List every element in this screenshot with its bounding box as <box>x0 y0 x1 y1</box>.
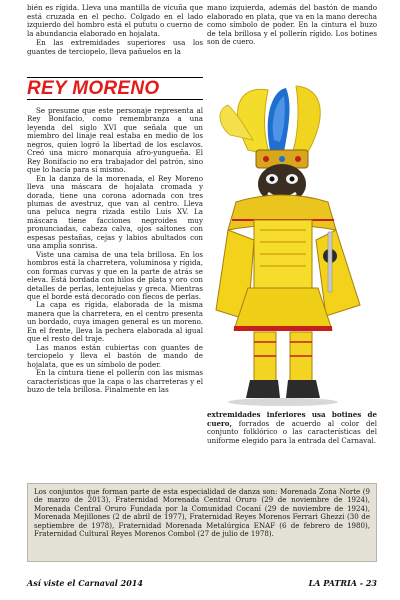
paragraph: La capa es rígida, elaborada de la misma manera que la charretera, en el centro presenta un bordado, cuya imagen general es un moreno. En el frente, lleva la pechera elaborada al igual que el resto del traje. <box>27 300 203 344</box>
rey-moreno-costume-image <box>208 80 378 408</box>
paragraph: Se presume que este personaje representa al Rey Bonifacio, como remembranza a una leyenda del siglo XVI que señala que un miembro del linaje real estaba en medio de los negros, quien logró la libertad de los esclavos. Creó una micro monarquía afro-yungueña. El Rey Bonifacio no era trabajador del patrón, sino que lo hacía para sí mismo. <box>27 106 203 175</box>
footer-publication: Así viste el Carnaval 2014 <box>27 578 143 588</box>
paragraph: bién es rígida. Lleva una mantilla de vicuña que está cruzada en el pecho. Colgado en el lado izquierdo del hombro está el pututu o cuerno de la abundancia elaborado en hojalata. <box>27 3 203 38</box>
caption-bold: extremidades inferiores usa botines de cuero, <box>207 410 377 428</box>
section-heading: REY MORENO <box>27 77 203 100</box>
paragraph: Las manos están cubiertas con guantes de terciopelo y lleva el bastón de mando de hojalata, que es un símbolo de poder. <box>27 342 203 369</box>
costume-illustration <box>208 80 378 408</box>
info-box <box>27 483 377 562</box>
left-column-body <box>27 107 203 394</box>
paragraph: En la cintura tiene el pollerín con las mismas características que la capa o las charreteras y el buzo de tela brillosa. Finalmente en las <box>27 368 203 394</box>
right-column-top <box>207 4 377 47</box>
footer-page-number: LA PATRIA - 23 <box>308 578 377 588</box>
paragraph: En la danza de la morenada, el Rey Moreno lleva una máscara de hojalata cromada y dorada, tiene una corona adornada con tres plumas de avestruz, que van al centro. Lleva una peluca negra rizada estilo Luis XV. La máscara tiene facciones negroides muy pronunciadas, cabeza calva, ojos saltones con espesas pestañas, cejas y labios abultados con una amplia sonrisa. <box>27 173 203 251</box>
paragraph: En las extremidades superiores usa los guantes de terciopelo, lleva pañuelos en la <box>27 38 203 56</box>
left-column-top <box>27 4 203 56</box>
info-box-text: Los conjuntos que forman parte de esta especialidad de danza son: Morenada Zona Norte (9 de marzo de 2013), Fraternidad Morenada Central Oruro (29 de noviembre de 1924), Morenada Central Oruro Fundada por la Comunidad Cocaní (29 de noviembre de 1924), Morenada Mejillones (2 de abril de 1977), Fraternidad Reyes Morenos Ferrari Ghezzi (30 de septiembre de 1978), Fraternidad Morenada Metalúrgica ENAF (6 de febrero de 1980), Fraternidad Cultural Reyes Morenos Combol (27 de julio de 1978). <box>34 487 370 539</box>
paragraph: Viste una camisa de una tela brillosa. En los hombros está la charretera, voluminosa y rígida, con formas curvas y que en la parte de atrás se eleva. Está bordada con hilos de plata y oro con detalles de perlas, lentejuelas y greca. Mientras que el borde está decorado con flecos de perlas. <box>27 249 203 301</box>
photo-caption <box>207 411 377 445</box>
paragraph: mano izquierda, además del bastón de mando elaborado en plata, que va en la mano derecha como símbolo de poder. En la cintura el buzo de tela brillosa y el pollerín rígido. Los botines son de cuero. <box>207 3 377 47</box>
caption-text: forrados de acuerdo al color del conjunto folklórico o las características del uniforme elegido para la entrada del Carnaval. <box>207 418 377 445</box>
